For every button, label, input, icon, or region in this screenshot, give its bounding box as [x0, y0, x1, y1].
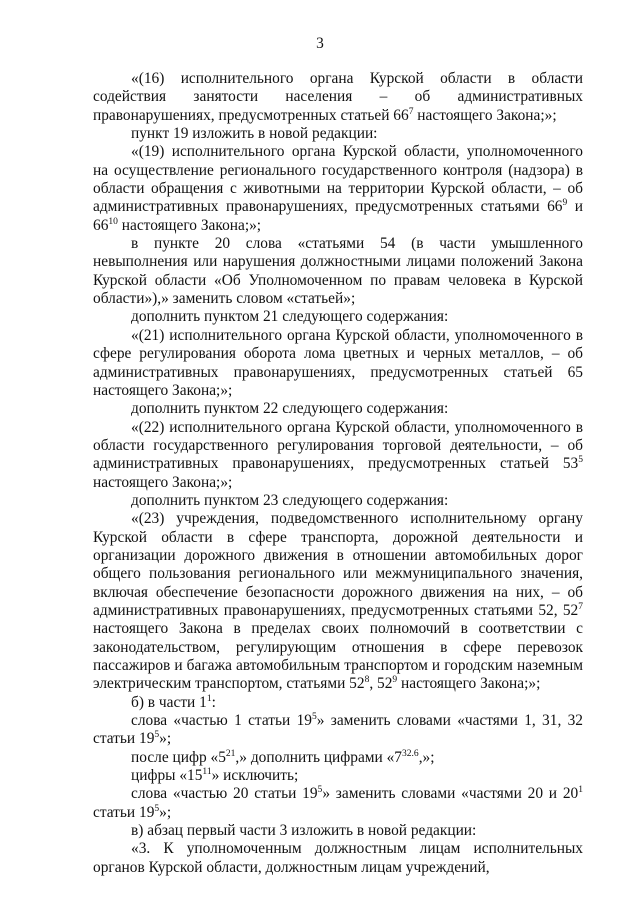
paragraph-clause-19: «(19) исполнительного органа Курской области, уполномоченного на осуществление регионального государственного контроля (надзора) в области обращения с животными на территории Курской области, – об административных правонарушениях, предусмотренных статьями $66^9$ и $66^{10}$ настоящего Закона;»; [93, 143, 583, 234]
paragraph-clause-22: «(22) исполнительного органа Курской области, уполномоченного в области государственного регулирования торговой деятельности, – об административных правонарушениях, предусмотренных статьей $53^5$ настоящего Закона;»; [93, 418, 583, 491]
paragraph-instruction: дополнить пунктом 22 следующего содержания: [131, 400, 449, 418]
paragraph-part-3: «3. К уполномоченным должностным лицам исполнительных органов Курской области, должностным лицам учреждений, [93, 840, 583, 876]
paragraph-instruction: пункт 19 изложить в новой редакции: [131, 125, 378, 143]
paragraph-instruction: дополнить пунктом 21 следующего содержания: [131, 308, 449, 326]
paragraph-amendment: цифры «$15^{11}$» исключить; [131, 765, 299, 785]
paragraph-clause-23: «(23) учреждения, подведомственного исполнительному органу Курской области в сфере транспорта, дорожной деятельности и организации дорожного движения в отношении автомобильных дорог общего пользования регионального или межмуниципального значения, включая обеспечение безопасности дорожного движения на них, – об административных правонарушениях, предусмотренных статьями 52, $52^7$ настоящего Закона в пределах своих полномочий в соответствии с законодательством, регулирующим отношения в сфере перевозок пассажиров и багажа автомобильным транспортом и городским наземным электрическим транспортом, статьями $52^8$, $52^9$ настоящего Закона;»; [93, 510, 583, 693]
paragraph-subpoint-v: в) абзац первый части 3 изложить в новой редакции: [131, 822, 477, 840]
paragraph-clause-21: «(21) исполнительного органа Курской области, уполномоченного в сфере регулирования оборота лома цветных и черных металлов, – об административных правонарушениях, предусмотренных статьей 65 настоящего Закона;»; [93, 326, 583, 399]
paragraph-subpoint-b: б) в части $1^1$: [131, 692, 216, 711]
page-number: 3 [316, 35, 324, 52]
paragraph-amendment: слова «частью 1 статьи $19^5$» заменить словами «частями 1, 31, 32 статьи $19^5$»; [93, 710, 584, 748]
paragraph-clause-20-amendment: в пункте 20 слова «статьями 54 (в части умышленного невыполнения или нарушения должностными лицами положений Закона Курской области «Об Уполномоченном по правам человека в Курской области»),» заменить словом «статьей»; [93, 235, 583, 308]
paragraph-clause-16: «(16) исполнительного органа Курской области в области содействия занятости населения – об административных правонарушениях, предусмотренных статьей $66^7$ настоящего Закона;»; [93, 70, 583, 124]
paragraph-amendment: слова «частью 20 статьи $19^5$» заменить словами «частями 20 и $20^1$ статьи $19^5$»; [93, 784, 583, 821]
paragraph-instruction: дополнить пунктом 23 следующего содержания: [131, 491, 449, 509]
document-body [93, 70, 583, 877]
paragraph-amendment: после цифр «$5^{21}$,» дополнить цифрами «$7^{32.6}$,»; [131, 747, 435, 766]
